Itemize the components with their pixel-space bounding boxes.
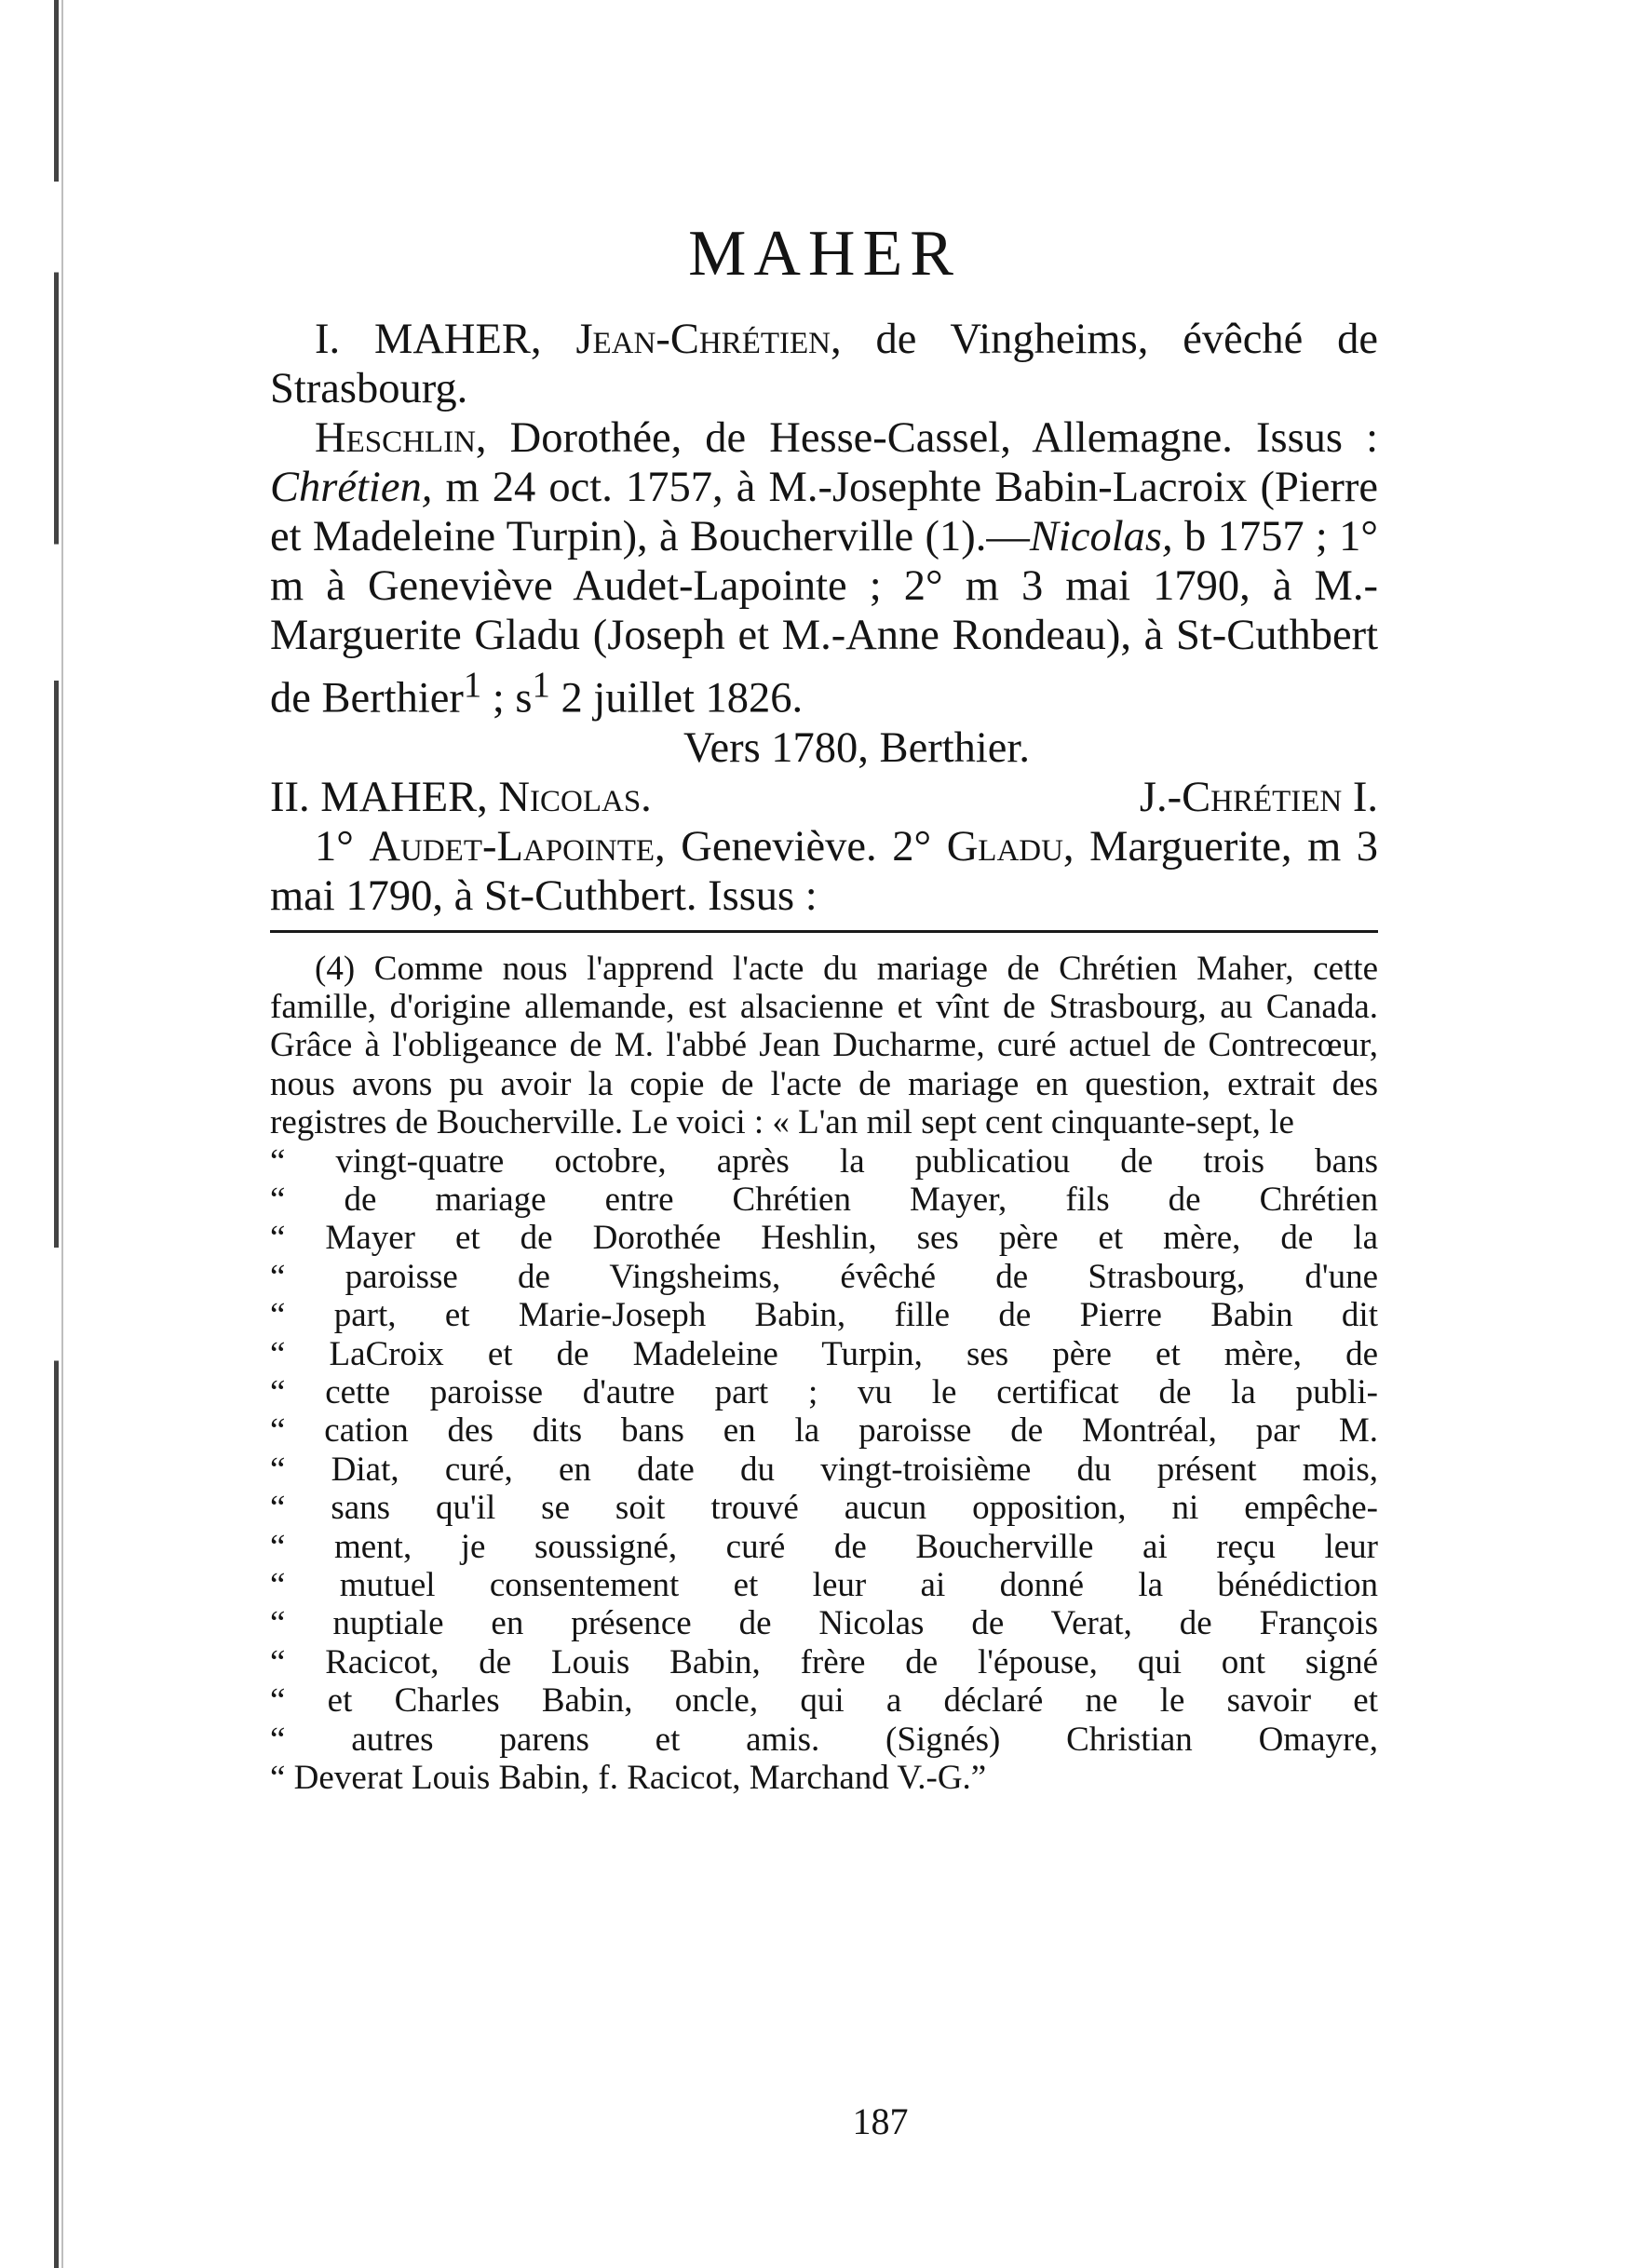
entry2-surname: MAHER, — [320, 773, 488, 821]
quote-line: “ Deverat Louis Babin, f. Racicot, Marchand V.-G.” — [270, 1759, 987, 1798]
binding-edge-line — [61, 0, 63, 2268]
entry1-child1-name: Chrétien, — [270, 464, 433, 511]
entry1-spouse-paragraph — [270, 413, 1378, 723]
footnote-intro: (4) Comme nous l'apprend l'acte du mariage de Chrétien Maher, cette famille, d'origine allemande, est alsacienne et vînt de Strasbourg, au Canada. Grâce à l'obligeance de M. l'abbé Jean Ducharme, curé actuel de Contrecœur, nous avons pu avoir la copie de l'acte de mariage en question, extrait des registres de Boucherville. Le voici : « L'an mil sept cent cinquante-sept, le — [270, 949, 1378, 1142]
entry2-spouse1-given: Geneviève. — [681, 822, 877, 871]
entry2-roman: II. — [270, 773, 310, 821]
binding-edge-shadow — [54, 0, 59, 2268]
entry1-surname: MAHER, — [374, 316, 542, 363]
quote-line: “ de mariage entre Chrétien Mayer, fils de Chrétien — [270, 1180, 1378, 1219]
quote-line: “ vingt-quatre octobre, après la publicatiou de trois bans — [270, 1141, 1378, 1181]
entry2-spouses — [270, 822, 1378, 921]
entry2-parent: J.-Chrétien I. — [1139, 773, 1378, 821]
quote-line: “ part, et Marie-Joseph Babin, fille de Pierre Babin dit — [270, 1296, 1378, 1335]
footnote — [270, 950, 1378, 1798]
entry1-child2-end: ; s — [481, 674, 533, 722]
entry1-spouse-rest: Dorothée, de Hesse-Cassel, Allemagne. Issus : — [509, 414, 1378, 462]
entry1-paragraph — [270, 315, 1378, 413]
quote-line: “ nuptiale en présence de Nicolas de Verat, de François — [270, 1604, 1378, 1643]
entry1-spouse-surname: Heschlin, — [315, 414, 487, 462]
entry2-spouse2-surname: Gladu, — [946, 822, 1075, 871]
footnote-divider — [270, 930, 1378, 933]
entry1-given: Jean-Chrétien, — [575, 316, 842, 363]
entry1-roman: I. — [315, 316, 341, 363]
entry2-given: Nicolas. — [498, 773, 652, 821]
quote-line: “ Mayer et de Dorothée Heshlin, ses père et mère, de la — [270, 1219, 1378, 1258]
quote-line: “ paroisse de Vingsheims, évêché de Strasbourg, d'une — [270, 1257, 1378, 1296]
entry1-child2-final: 2 juillet 1826. — [549, 674, 804, 722]
quote-line: “ sans qu'il se soit trouvé aucun opposition, ni empêche- — [270, 1489, 1378, 1528]
entry2-spouse2-prefix: 2° — [892, 822, 932, 871]
quote-line: “ LaCroix et de Madeleine Turpin, ses père et mère, de — [270, 1334, 1378, 1373]
footnote-ref-2: 1 — [532, 665, 550, 705]
footnote-quote — [270, 1142, 1378, 1798]
quote-line: “ ment, je soussigné, curé de Boucherville ai reçu leur — [270, 1527, 1378, 1566]
entry1-place-date: Vers 1780, Berthier. — [683, 723, 1030, 772]
entry2-spouse2-rest: Marguerite, m 3 mai 1790, à St-Cuthbert. Issus : — [270, 822, 1379, 920]
genealogy-body — [270, 315, 1378, 1797]
page-title: MAHER — [688, 218, 961, 290]
page-number: 187 — [852, 2100, 909, 2142]
quote-line: “ Diat, curé, en date du vingt-troisième du présent mois, — [270, 1450, 1378, 1489]
quote-line: “ et Charles Babin, oncle, qui a déclaré ne le savoir et — [270, 1681, 1378, 1721]
quote-line: “ cation des dits bans en la paroisse de Montréal, par M. — [270, 1411, 1378, 1451]
quote-line: “ cette paroisse d'autre part ; vu le certificat de la publi- — [270, 1372, 1378, 1411]
footnote-ref-1: 1 — [463, 665, 482, 705]
entry2-spouse1-prefix: 1° — [315, 822, 354, 871]
entry1-child1-text: m 24 oct. 1757, à M.-Josephte Babin-Lacroix (Pierre et Madeleine Turpin), à Boucherville (1).— — [270, 464, 1379, 560]
entry2-heading — [270, 773, 1378, 822]
quote-line: “ Racicot, de Louis Babin, frère de l'épouse, qui ont signé — [270, 1642, 1378, 1681]
entry1-child2-text: b 1757 ; 1° m à Geneviève Audet-Lapointe ; 2° m 3 mai 1790, à M.-Marguerite Gladu (Joseph et M.-Anne Rondeau), à St-Cuthbert de Berthier — [270, 513, 1379, 722]
quote-line: “ autres parens et amis. (Signés) Christian Omayre, — [270, 1720, 1378, 1759]
entry1-origin: de Vingheims, évêché de Strasbourg. — [270, 316, 1379, 412]
entry2-spouse1-surname: Audet-Lapointe, — [369, 822, 666, 871]
entry1-child2-name: Nicolas, — [1029, 513, 1173, 560]
quote-line: “ mutuel consentement et leur ai donné la bénédiction — [270, 1566, 1378, 1604]
